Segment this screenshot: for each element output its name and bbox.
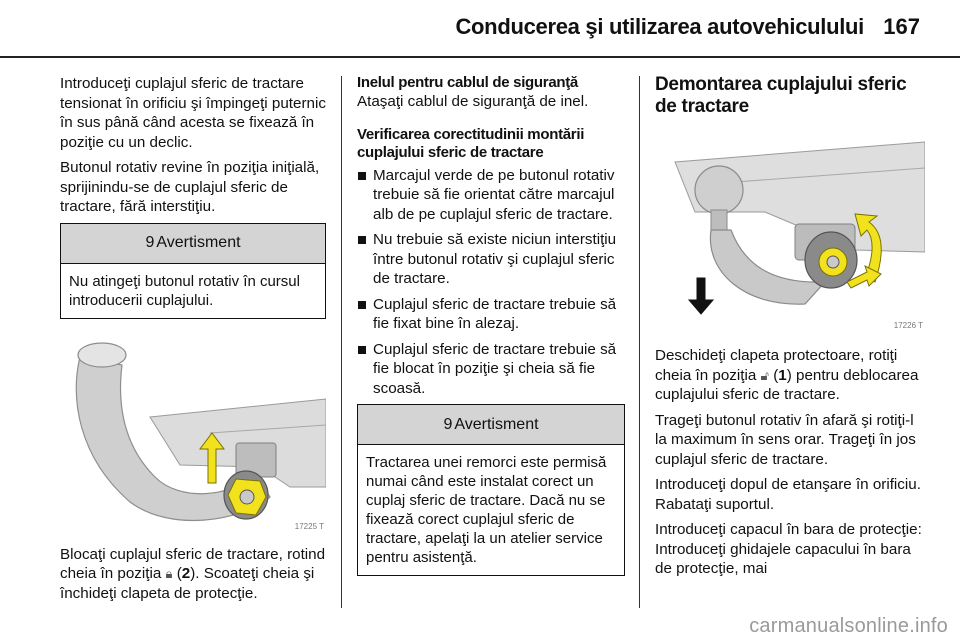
- column-3: [655, 74, 925, 585]
- figure-remove-coupling: [655, 132, 925, 332]
- paragraph-lock-coupling: Blocaţi cuplajul sferic de tractare, rotind cheia în poziţia 🔒︎ (2). Scoateţi cheia şi închideţi clapeta de protecţie.: [60, 545, 326, 602]
- list-item: Marcajul verde de pe butonul rotativ trebuie să fie orientat către marcajul alb de pe cuplajul sferic de tractare.: [357, 166, 625, 225]
- page-header: [0, 0, 960, 56]
- paragraph-pull-knob: Trageţi butonul rotativ în afară şi rotiţi-l la maximum în sens orar. Trageţi în jos cuplajul sferic de tractare.: [655, 411, 916, 468]
- column-divider-2: [639, 76, 640, 608]
- paragraph-insert-cap: Introduceţi capacul în bara de protecţie: Introduceţi ghidajele capacului în bara de protecţie, mai: [655, 521, 922, 577]
- bullet-square-icon: [358, 172, 366, 180]
- warning-text: Tractarea unei remorci este permisă numai când este instalat corect un cuplaj sferic de tractare. Dacă nu se fixează corect cuplajul sferic de tractare, apelaţi la un atelier service pentru asistenţă.: [366, 454, 607, 566]
- unlock-icon: 🔓︎: [760, 367, 769, 383]
- column-2: [357, 74, 625, 582]
- lock-icon: 🔒︎: [165, 566, 173, 581]
- tow-ball-illustration: [60, 337, 326, 533]
- heading-check-mounting: Verificarea corectitudinii montării cuplajului sferic de tractare: [357, 125, 585, 161]
- tow-ball-removal-illustration: [655, 132, 925, 332]
- check-list: [357, 166, 625, 399]
- bullet-square-icon: [358, 346, 366, 354]
- warning-box-2: [357, 404, 625, 576]
- header-rule: [0, 56, 960, 58]
- list-item: Cuplajul sferic de tractare trebuie să fie fixat bine în alezaj.: [357, 295, 625, 334]
- list-item: Nu trebuie să existe niciun interstiţiu între butonul rotativ şi cuplajul sferic de tractare.: [357, 230, 625, 289]
- warning-icon: 9: [145, 234, 155, 251]
- paragraph-knob-returns: Butonul rotativ revine în poziţia iniţială, sprijinindu-se de cuplajul sferic de tractare, fără interstiţiu.: [60, 159, 320, 215]
- warning-title: Avertisment: [156, 234, 241, 251]
- column-divider-1: [341, 76, 342, 608]
- paragraph-seal-plug: Introduceţi dopul de etanşare în orificiu. Rabataţi suportul.: [655, 476, 921, 513]
- paragraph-safety-ring: Ataşaţi cablul de siguranţă de inel.: [357, 93, 589, 110]
- warning-box-1: [60, 223, 326, 319]
- warning-header: [358, 405, 624, 445]
- warning-title: Avertisment: [454, 415, 539, 433]
- bullet-square-icon: [358, 301, 366, 309]
- heading-safety-ring: Inelul pentru cablul de siguranţă: [357, 74, 578, 91]
- column-1: [60, 74, 326, 609]
- paragraph-insert-coupling: Introduceţi cuplajul sferic de tractare tensionat în orificiu şi împingeţi puternic în sus până când acesta se fixează în poziţie cu un declic.: [60, 75, 326, 151]
- figure-number: 17225 T: [294, 521, 324, 531]
- figure-insert-coupling: [60, 337, 326, 533]
- watermark: carmanualsonline.info: [749, 615, 948, 637]
- page-number: 167: [883, 14, 920, 39]
- warning-icon: 9: [443, 415, 453, 433]
- figure-number: 17226 T: [893, 321, 923, 330]
- heading-remove-coupling: Demontarea cuplajului sferic de tractare: [655, 74, 907, 117]
- warning-header: [61, 224, 325, 264]
- bullet-square-icon: [358, 236, 366, 244]
- page-title: Conducerea şi utilizarea autovehiculului: [455, 14, 864, 39]
- paragraph-open-flap: Deschideţi clapeta protectoare, rotiţi cheia în poziţia 🔓︎ (1) pentru deblocarea cuplajului sferic de tractare.: [655, 347, 919, 403]
- warning-text: Nu atingeţi butonul rotativ în cursul introducerii cuplajului.: [69, 272, 300, 309]
- list-item: Cuplajul sferic de tractare trebuie să fie blocat în poziţie şi cheia să fie scoasă.: [357, 340, 625, 399]
